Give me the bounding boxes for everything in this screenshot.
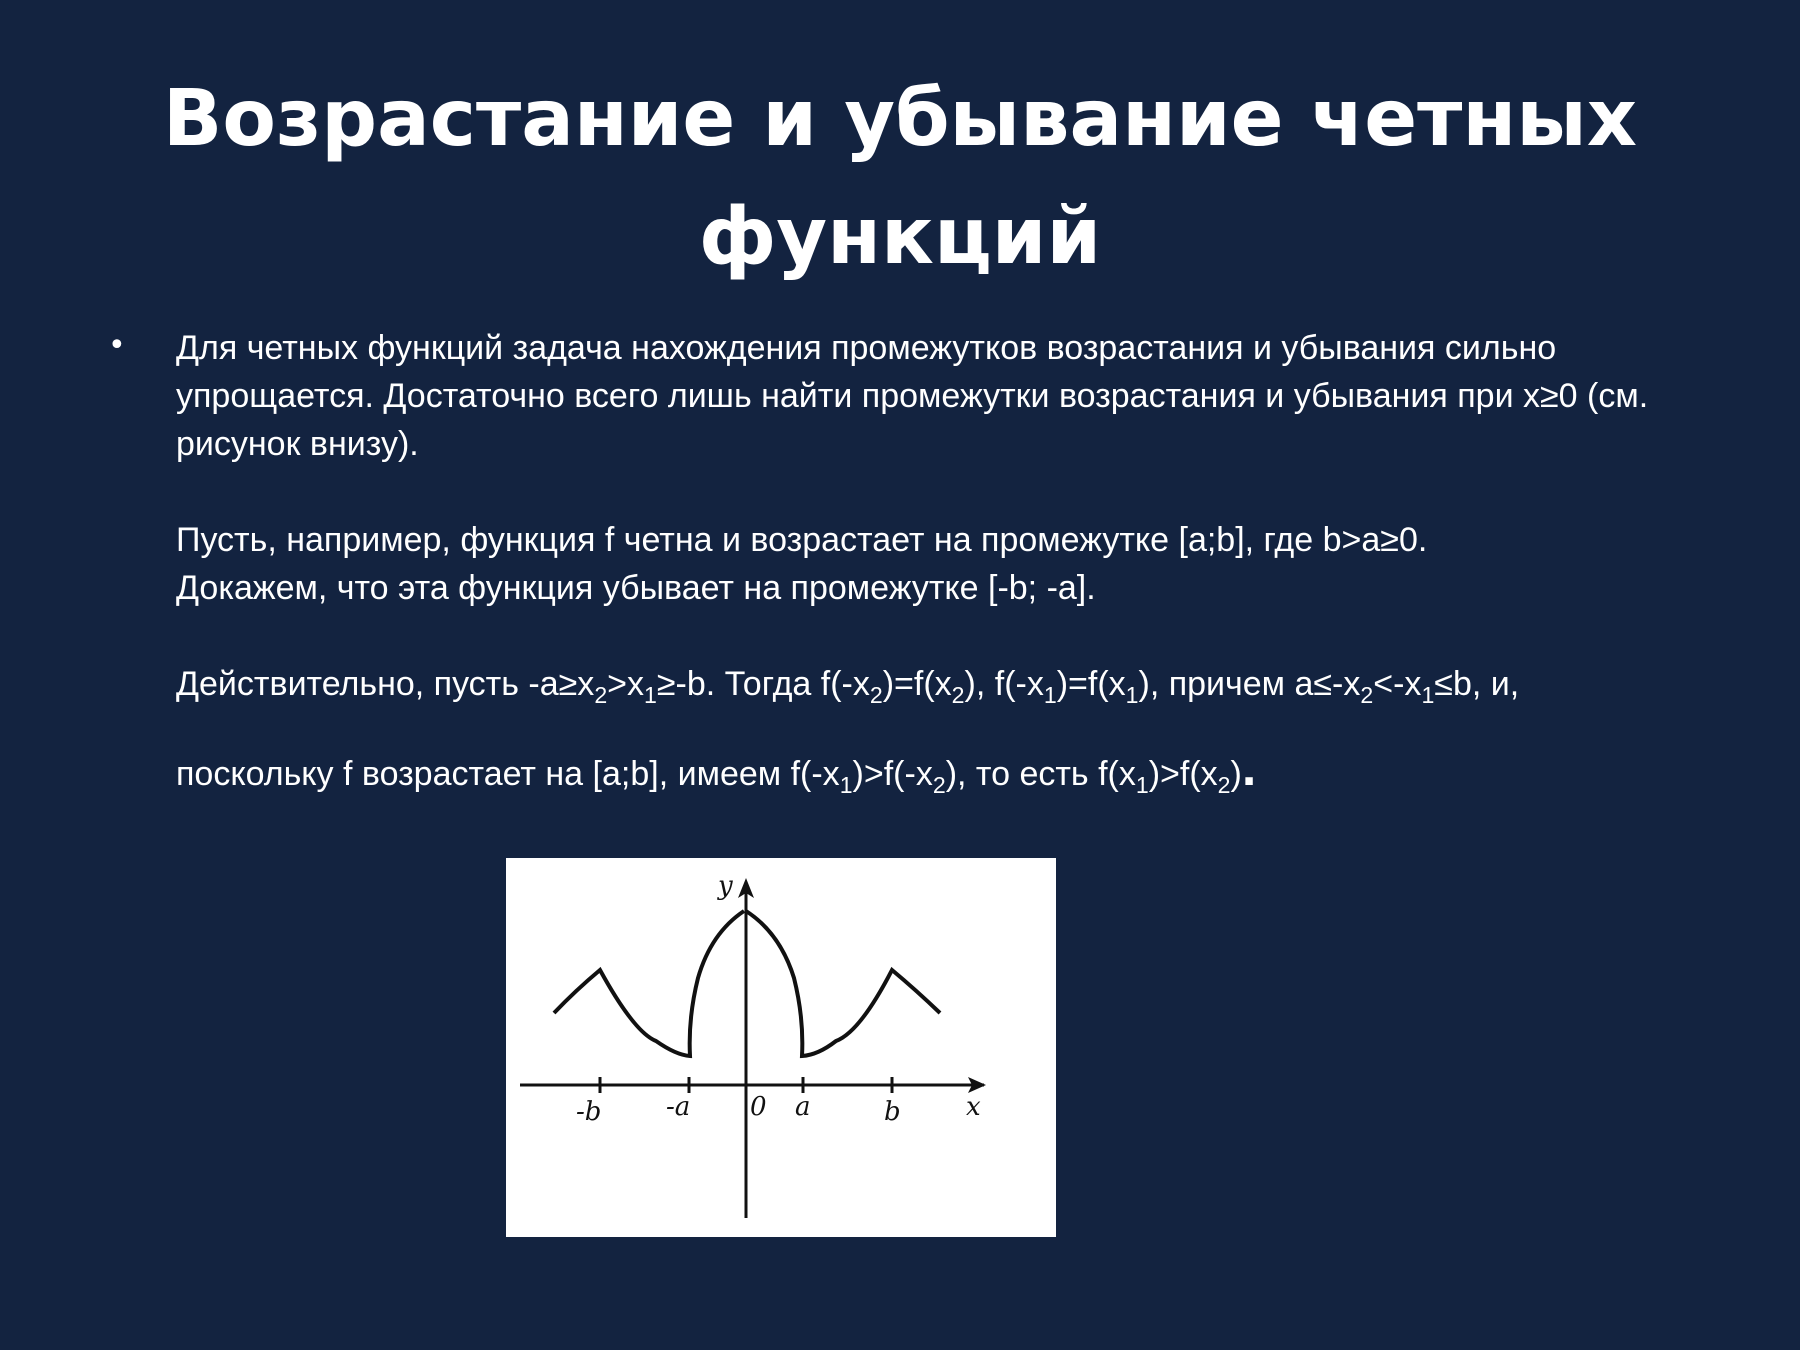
tick-label-a: a [795,1092,811,1122]
tick-label-minus-b: -b [576,1097,602,1127]
curve-left [554,911,744,1056]
tick-label-b: b [884,1097,901,1127]
origin-label: 0 [750,1092,767,1122]
x-axis-label: x [966,1092,981,1122]
proof-line-1: Действительно, пусть $-a\ge x_2>x_1\ge-b$. Тогда $f(-x_2)=f(x_2)$, $f(-x_1)=f(x_1)$, причем $a\le-x_2<-x_1\le b$, и, [176,665,1520,709]
paragraph-intro [176,324,1736,468]
statement-line-1: Пусть, например, функция f четна и возрастает на промежутке [a;b], где b>a≥0. [176,521,1428,559]
curve-right [746,911,940,1056]
paragraph-statement [176,516,1736,612]
paragraph-proof [176,660,1736,798]
tick-label-minus-a: -a [666,1092,691,1122]
even-function-graph [506,858,1056,1237]
bullet-marker: • [108,328,126,363]
slide-title: Возрастание и убывание четных функций [162,74,1638,282]
proof-line-2: поскольку f возрастает на [a;b], имеем $f(-x_1)>f(-x_2)$, то есть $f(x_1)>f(x_2)$. [176,739,1257,799]
graph-svg [506,858,1056,1237]
y-axis-label: y [718,871,733,901]
slide-body [176,324,1736,846]
statement-line-2: Докажем, что эта функция убывает на промежутке [-b; -a]. [176,569,1096,607]
paragraph-intro-text: Для четных функций задача нахождения промежутков возрастания и убывания сильно упрощается. Достаточно всего лишь найти промежутки возрастания и убывания при x≥0 (см. рисунок внизу). [176,329,1649,463]
